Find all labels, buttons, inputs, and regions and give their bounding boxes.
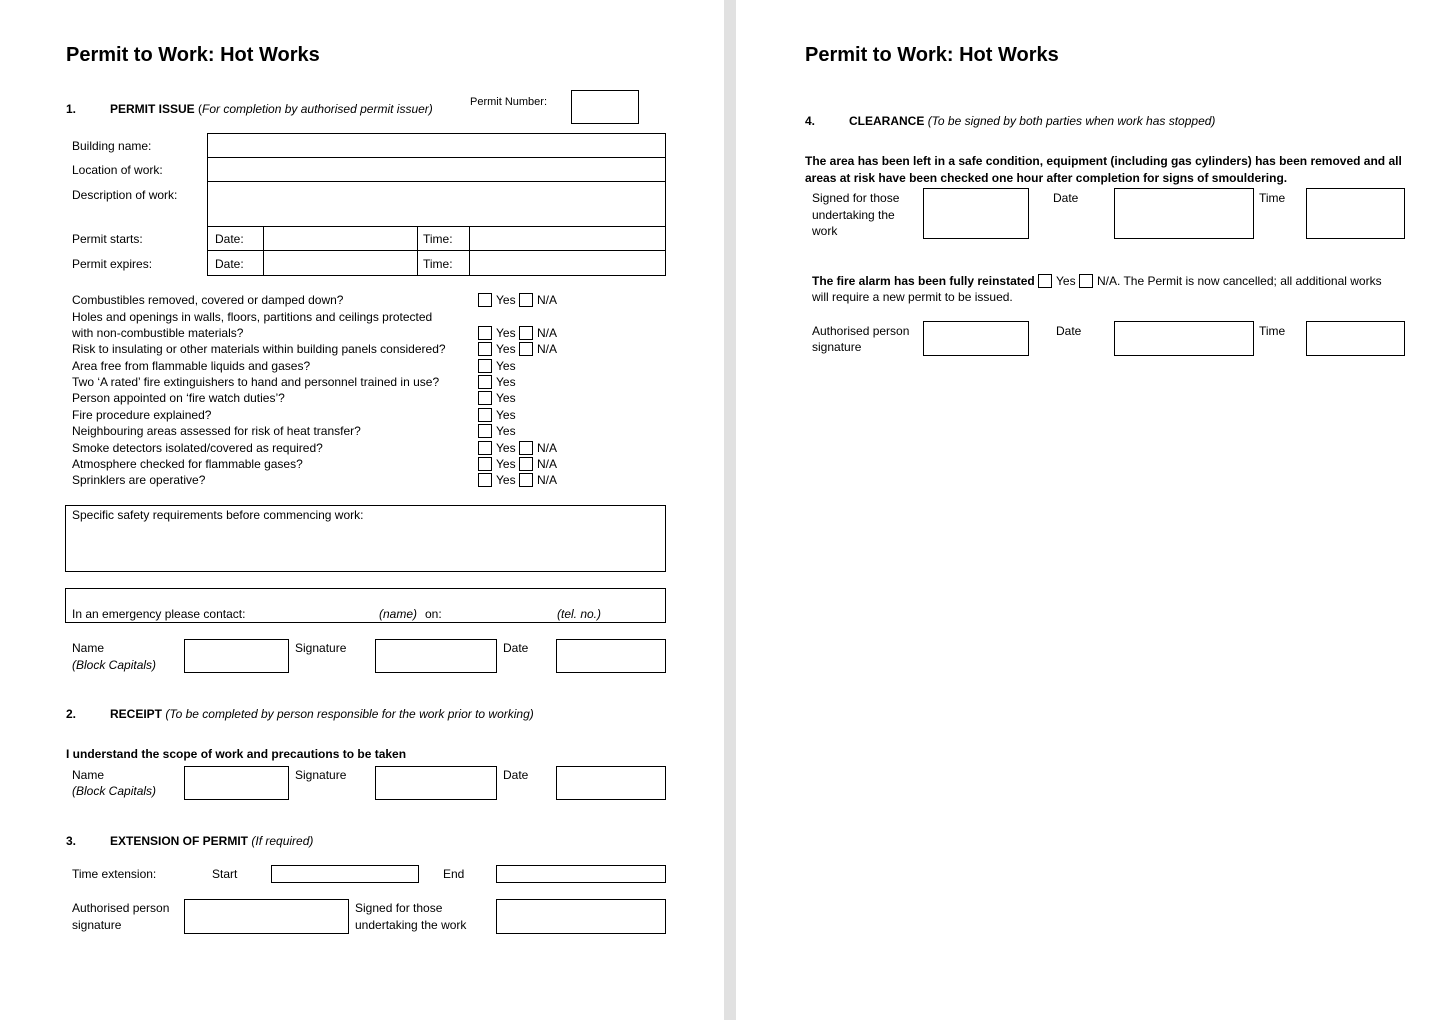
section1-title: PERMIT ISSUE — [110, 102, 195, 116]
extension-signed-label-line2: undertaking the work — [355, 918, 467, 932]
clearance-auth-date-field[interactable] — [1114, 321, 1254, 356]
receipt-statement: I understand the scope of work and precautions to be taken — [66, 747, 407, 761]
section1-note: For completion by authorised permit issuer) — [202, 102, 433, 116]
location-label: Location of work: — [72, 163, 163, 177]
page-title: Permit to Work: Hot Works — [805, 44, 1059, 66]
issuer-name-field[interactable] — [184, 639, 289, 673]
clearance-auth-signature-field[interactable] — [923, 321, 1029, 356]
issuer-date-label: Date — [503, 641, 529, 655]
checkbox-na[interactable] — [519, 457, 533, 471]
emergency-contact-label: In an emergency please contact: — [72, 607, 246, 621]
issuer-block-capitals: (Block Capitals) — [72, 658, 157, 672]
checklist — [72, 292, 572, 492]
issuer-name-label: Name — [72, 641, 105, 655]
clearance-auth-date-label: Date — [1056, 324, 1082, 338]
section2-title: RECEIPT — [110, 707, 163, 721]
section4-number: 4. — [805, 114, 816, 128]
checkbox-yes-label: Yes — [496, 293, 516, 307]
fire-alarm-line2: will require a new permit to be issued. — [812, 290, 1013, 304]
permit-starts-date-label: Date: — [215, 232, 244, 246]
receipt-signature-field[interactable] — [375, 766, 497, 800]
extension-signed-label-line1: Signed for those — [355, 901, 443, 915]
checklist-question: Fire procedure explained? — [72, 408, 212, 422]
checklist-question: with non-combustible materials? — [72, 326, 244, 340]
clearance-signed-label-line2: undertaking the — [812, 208, 895, 222]
receipt-date-label: Date — [503, 768, 529, 782]
clearance-auth-label-line2: signature — [812, 340, 862, 354]
receipt-signature-label: Signature — [295, 768, 347, 782]
section3-heading — [110, 833, 313, 849]
clearance-statement-line2: areas at risk have been checked one hour after completion for signs of smouldering. — [805, 171, 1288, 185]
checklist-question: Area free from flammable liquids and gases? — [72, 359, 311, 373]
checkbox-na-label: N/A — [537, 326, 558, 340]
checkbox-yes[interactable] — [478, 391, 492, 405]
permit-starts-time-label: Time: — [423, 232, 453, 246]
clearance-signed-label-line1: Signed for those — [812, 191, 900, 205]
checkbox-yes[interactable] — [478, 441, 492, 455]
extension-start-label: Start — [212, 867, 238, 881]
checkbox-yes-label: Yes — [496, 375, 516, 389]
page-right — [736, 0, 1456, 1020]
issuer-signature-label: Signature — [295, 641, 347, 655]
checklist-question: Sprinklers are operative? — [72, 473, 206, 487]
time-extension-label: Time extension: — [72, 867, 157, 881]
checkbox-yes[interactable] — [478, 408, 492, 422]
checklist-question: Combustibles removed, covered or damped down? — [72, 293, 344, 307]
section1-heading — [110, 101, 433, 117]
fire-alarm-yes-label: Yes — [1056, 274, 1076, 288]
checkbox-yes[interactable] — [478, 424, 492, 438]
checkbox-yes[interactable] — [478, 457, 492, 471]
section2-heading — [110, 706, 534, 722]
checklist-question: Risk to insulating or other materials within building panels considered? — [72, 342, 446, 356]
fire-alarm-na-checkbox[interactable] — [1079, 274, 1093, 288]
checkbox-na[interactable] — [519, 326, 533, 340]
permit-starts-date-field[interactable] — [263, 226, 418, 251]
building-name-label: Building name: — [72, 139, 152, 153]
permit-number-field[interactable] — [571, 90, 639, 124]
checkbox-yes[interactable] — [478, 359, 492, 373]
extension-start-field[interactable] — [271, 865, 419, 883]
extension-end-field[interactable] — [496, 865, 666, 883]
checklist-question: Person appointed on ‘fire watch duties’? — [72, 391, 285, 405]
emergency-on-label: on: — [425, 607, 442, 621]
section3-note: (If required) — [251, 834, 314, 848]
fire-alarm-label: The fire alarm has been fully reinstated — [812, 274, 1035, 288]
checkbox-yes-label: Yes — [496, 473, 516, 487]
permit-expires-date-field[interactable] — [263, 250, 418, 276]
checkbox-yes-label: Yes — [496, 424, 516, 438]
emergency-name-hint: (name) — [379, 607, 418, 621]
location-field[interactable] — [207, 157, 666, 182]
permit-starts-time-field[interactable] — [469, 226, 666, 251]
permit-expires-date-label: Date: — [215, 257, 244, 271]
checkbox-na[interactable] — [519, 342, 533, 356]
specific-safety-label: Specific safety requirements before commencing work: — [72, 508, 364, 522]
clearance-auth-time-field[interactable] — [1306, 321, 1405, 356]
issuer-signature-field[interactable] — [375, 639, 497, 673]
checklist-question: Smoke detectors isolated/covered as required? — [72, 441, 323, 455]
checkbox-na-label: N/A — [537, 342, 558, 356]
checkbox-yes-label: Yes — [496, 441, 516, 455]
clearance-date-label: Date — [1053, 191, 1079, 205]
section1-paren: ( — [198, 102, 203, 116]
page-gutter — [724, 0, 736, 1020]
permit-expires-time-field[interactable] — [469, 250, 666, 276]
checklist-question: Atmosphere checked for flammable gases? — [72, 457, 303, 471]
clearance-auth-label-line1: Authorised person — [812, 324, 910, 338]
extension-auth-label-line1: Authorised person — [72, 901, 170, 915]
section4-note: (To be signed by both parties when work has stopped) — [927, 114, 1216, 128]
clearance-signed-label-line3: work — [812, 224, 838, 238]
receipt-date-field[interactable] — [556, 766, 666, 800]
clearance-statement-line1: The area has been left in a safe condition, equipment (including gas cylinders) has been removed and all — [805, 154, 1402, 168]
section3-title: EXTENSION OF PERMIT — [110, 834, 249, 848]
extension-auth-label-line2: signature — [72, 918, 122, 932]
description-label: Description of work: — [72, 188, 178, 202]
section3-number: 3. — [66, 834, 77, 848]
checkbox-na[interactable] — [519, 473, 533, 487]
clearance-auth-time-label: Time — [1259, 324, 1286, 338]
building-name-field[interactable] — [207, 133, 666, 158]
checklist-question: Neighbouring areas assessed for risk of heat transfer? — [72, 424, 361, 438]
receipt-name-field[interactable] — [184, 766, 289, 800]
checkbox-yes-label: Yes — [496, 359, 516, 373]
checkbox-na-label: N/A — [537, 457, 558, 471]
checkbox-yes-label: Yes — [496, 457, 516, 471]
description-field[interactable] — [207, 181, 666, 227]
permit-number-label: Permit Number: — [470, 96, 548, 108]
checkbox-na-label: N/A — [537, 441, 558, 455]
extension-end-label: End — [443, 867, 465, 881]
page-title: Permit to Work: Hot Works — [66, 44, 320, 66]
permit-expires-time-label: Time: — [423, 257, 453, 271]
checkbox-yes[interactable] — [478, 473, 492, 487]
checkbox-yes[interactable] — [478, 375, 492, 389]
extension-auth-signature-field[interactable] — [184, 899, 349, 934]
receipt-block-capitals: (Block Capitals) — [72, 784, 157, 798]
fire-alarm-yes-checkbox[interactable] — [1038, 274, 1052, 288]
emergency-tel-hint: (tel. no.) — [557, 607, 602, 621]
checkbox-na-label: N/A — [537, 293, 558, 307]
checkbox-na[interactable] — [519, 441, 533, 455]
extension-signed-field[interactable] — [496, 899, 666, 934]
clearance-time-field[interactable] — [1306, 188, 1405, 239]
checkbox-na-label: N/A — [537, 473, 558, 487]
section4-heading — [849, 113, 1215, 129]
checklist-question: Two ‘A rated’ fire extinguishers to hand and personnel trained in use? — [72, 375, 440, 389]
checkbox-yes[interactable] — [478, 293, 492, 307]
checkbox-yes-label: Yes — [496, 342, 516, 356]
section2-note: (To be completed by person responsible for the work prior to working) — [165, 707, 534, 721]
issuer-date-field[interactable] — [556, 639, 666, 673]
checkbox-yes[interactable] — [478, 342, 492, 356]
clearance-signed-field[interactable] — [923, 188, 1029, 239]
clearance-date-field[interactable] — [1114, 188, 1254, 239]
clearance-time-label: Time — [1259, 191, 1286, 205]
receipt-name-label: Name — [72, 768, 105, 782]
page-left — [0, 0, 724, 1020]
section4-title: CLEARANCE — [849, 114, 925, 128]
checkbox-yes-label: Yes — [496, 326, 516, 340]
permit-expires-label: Permit expires: — [72, 257, 153, 271]
section2-number: 2. — [66, 707, 77, 721]
checkbox-yes-label: Yes — [496, 408, 516, 422]
checklist-question: Holes and openings in walls, floors, partitions and ceilings protected — [72, 310, 433, 324]
checkbox-na[interactable] — [519, 293, 533, 307]
permit-starts-label: Permit starts: — [72, 232, 143, 246]
fire-alarm-na-label: N/A. The Permit is now cancelled; all additional works — [1097, 274, 1382, 288]
section1-number: 1. — [66, 102, 77, 116]
checkbox-yes[interactable] — [478, 326, 492, 340]
checkbox-yes-label: Yes — [496, 391, 516, 405]
